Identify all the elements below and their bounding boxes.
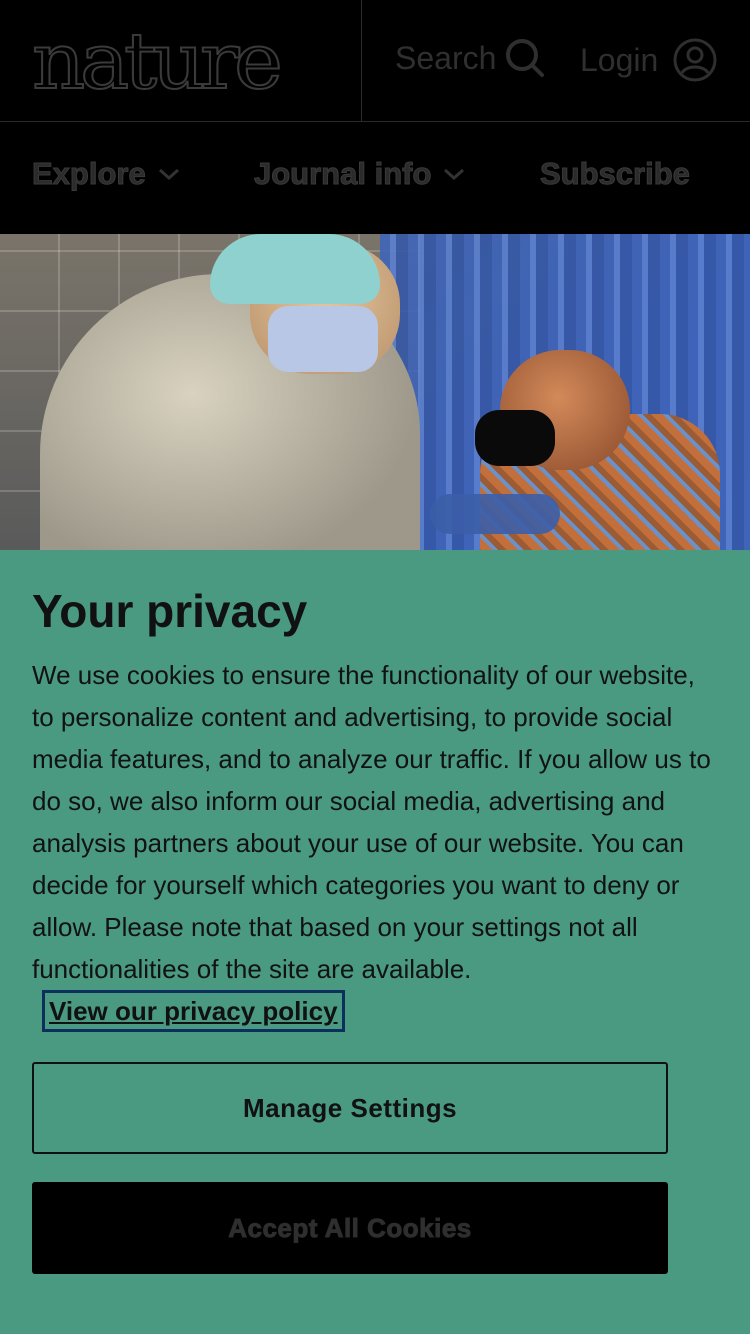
site-header — [0, 0, 750, 122]
accept-all-cookies-button[interactable]: Accept All Cookies — [32, 1182, 668, 1274]
manage-settings-button[interactable]: Manage Settings — [32, 1062, 668, 1154]
privacy-title: Your privacy — [32, 585, 308, 637]
privacy-body — [32, 654, 722, 1032]
nav-explore[interactable] — [32, 152, 180, 196]
nav-journal-info-label: Journal info — [254, 156, 432, 191]
nav-subscribe-label: Subscribe — [540, 156, 690, 191]
nav-explore-label: Explore — [32, 156, 146, 191]
user-icon — [672, 37, 718, 83]
hero-image — [0, 234, 750, 550]
chevron-down-icon — [443, 167, 465, 181]
face-mask — [268, 306, 378, 372]
chevron-down-icon — [158, 167, 180, 181]
nav-journal-info[interactable] — [254, 152, 465, 196]
login-label: Login — [580, 41, 659, 78]
nav-subscribe[interactable] — [540, 152, 690, 196]
nature-logo[interactable]: nature — [32, 17, 278, 107]
search-button[interactable] — [395, 36, 546, 80]
search-icon — [504, 37, 546, 79]
header-divider — [361, 0, 362, 121]
login-button[interactable] — [580, 36, 718, 84]
search-label: Search — [395, 39, 497, 76]
privacy-body-text: We use cookies to ensure the functionality of our website, to personalize content and advertising, to provide social media features, and to analyze our traffic. If you allow us to do so, we also inform our social media, advertising and analysis partners about your use of our website. You can decide for yourself which categories you want to deny or allow. Please note that based on your settings not all functionalities of the site are available. — [32, 660, 711, 984]
gloved-hand — [430, 494, 560, 534]
surgical-cap — [210, 234, 380, 304]
main-nav — [0, 122, 750, 234]
patient-mask — [475, 410, 555, 466]
privacy-dialog — [0, 550, 750, 1334]
privacy-policy-link[interactable]: View our privacy policy — [42, 990, 345, 1032]
